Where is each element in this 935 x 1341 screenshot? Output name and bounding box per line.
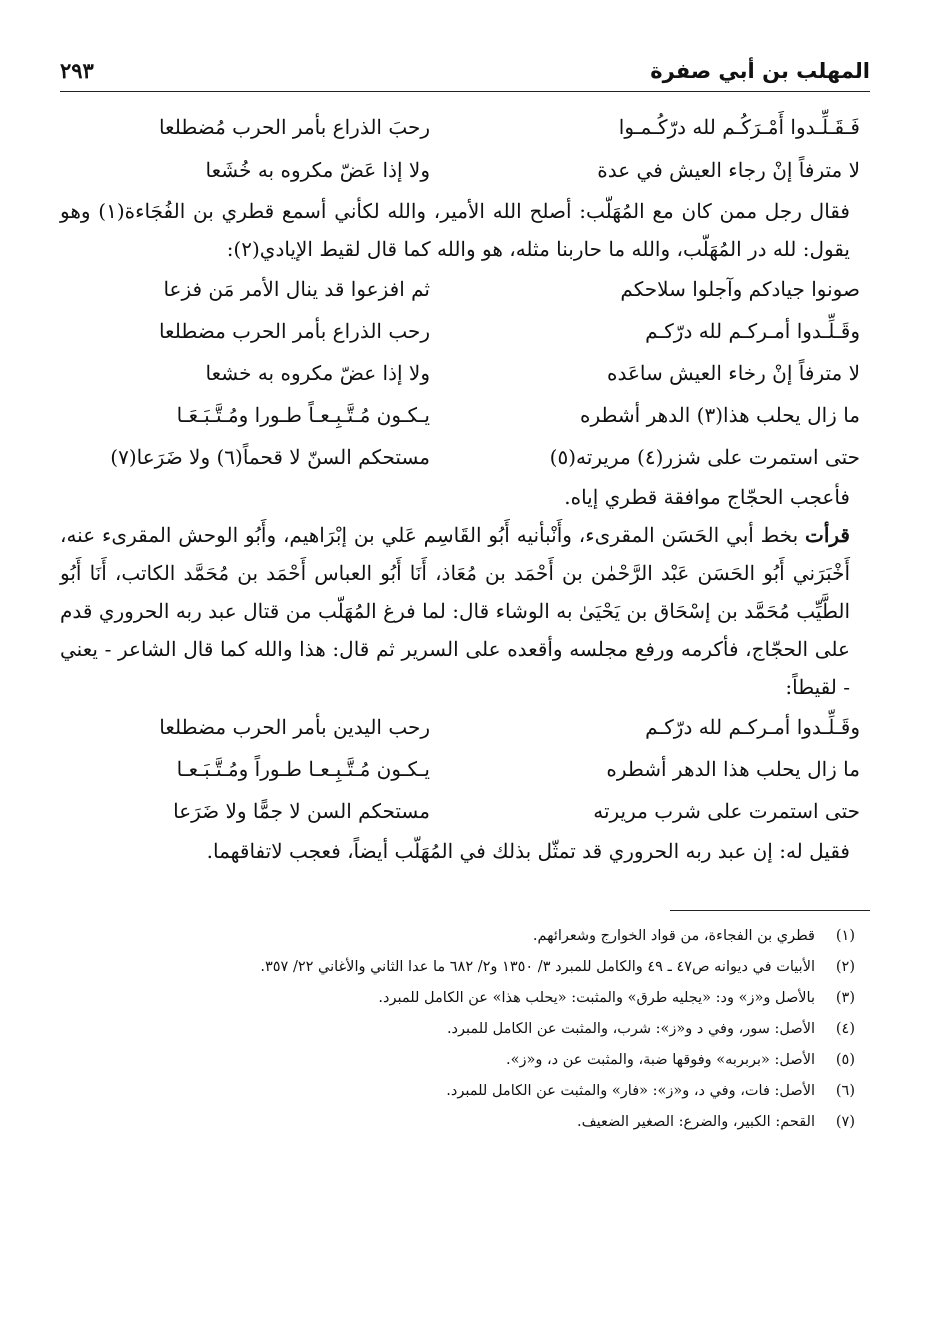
- verse-hemistich-second: ثم افزعوا قد ينال الأمر مَن فزعا: [163, 277, 430, 301]
- footnote-number: (٥): [835, 1052, 855, 1068]
- footnote: [60, 1045, 855, 1076]
- paragraph-3: [60, 516, 870, 706]
- verse-line: [60, 748, 870, 790]
- verse-line: [60, 106, 870, 149]
- verse-hemistich-second: ولا إذا عَضّ مكروه به خُشَعا: [205, 158, 430, 182]
- footnote-separator: [670, 910, 870, 911]
- verse-hemistich-second: مستحكم السن لا جمًّا ولا ضَرَعا: [173, 799, 430, 823]
- footnote-text: بالأصل و«ز» ود: «يجليه طرق» والمثبت: «يحلب هذا» عن الكامل للمبرد.: [378, 990, 815, 1006]
- footnote-number: (٢): [835, 959, 855, 975]
- verse-block-b: [60, 268, 870, 478]
- verse-block-c: [60, 706, 870, 832]
- verse-hemistich-first: صونوا جيادكم وآجلوا سلاحكم: [620, 277, 860, 301]
- verse-line: [60, 310, 870, 352]
- footnote-text: الأصل: «بربربه» وفوقها ضبة، والمثبت عن د، و«ز».: [506, 1052, 815, 1068]
- paragraph-3-body: بخط أبي الحَسَن المقرىء، وأَنْبأنيه أَبُو القَاسِم عَلي بن إبْرَاهيم، وأَبُو الوحش المقرىء عنه، أَخْبَرَني أَبُو الحَسَن عَبْد الرَّحْمٰن بن أَحْمَد بن مُعَاذ، أَنَا أَبُو العباس أَحْمَد بن مُحَمَّد الكاتب، أَنَا أَبُو الطَّيِّب مُحَمَّد بن إسْحَاق بن يَحْيَىٰ به الوشاء قال: لما فرغ المُهَلّب من قتال عبد ربه الحروري قدم على الحجّاج، فأكرمه ورفع مجلسه وأقعده على السرير ثم قال: هذا والله كما قال الشاعر - يعني - لقيطاً:: [60, 523, 850, 699]
- paragraph-lead-word: قرأت: [805, 523, 850, 547]
- verse-hemistich-second: مستحكم السنّ لا قحماً(٦) ولا ضَرَعا(٧): [110, 445, 430, 469]
- paragraph-4: فقيل له: إن عبد ربه الحروري قد تمثّل بذلك في المُهَلّب أيضاً، فعجب لاتفاقهما.: [206, 839, 850, 863]
- verse-hemistich-second: رحب الذراع بأمر الحرب مضطلعا: [158, 319, 430, 343]
- footnote: [60, 1107, 855, 1138]
- verse-hemistich-first: ما زال يحلب هذا(٣) الدهر أشطره: [580, 403, 860, 427]
- verse-hemistich-first: لا مترفاً إنْ رخاء العيش ساعَده: [607, 361, 860, 385]
- footnotes: [60, 921, 870, 1138]
- verse-hemistich-first: وقَـلِّـدوا أمـركـم لله درّكـم: [645, 715, 860, 739]
- footnote-text: الأصل: سور، وفي د و«ز»: شرب، والمثبت عن الكامل للمبرد.: [446, 1021, 815, 1037]
- footnote: [60, 1076, 855, 1107]
- running-title: المهلب بن أبي صفرة: [650, 59, 870, 83]
- page-number: ٢٩٣: [60, 58, 94, 83]
- footnote-number: (١): [835, 928, 855, 944]
- verse-line: [60, 790, 870, 832]
- verse-hemistich-second: رحبَ الذراع بأمر الحرب مُضطلعا: [158, 115, 430, 139]
- footnote: [60, 921, 855, 952]
- footnote-text: القحم: الكبير، والضرع: الصغير الضعيف.: [577, 1114, 815, 1130]
- footnote-text: الأصل: فات، وفي د، و«ز»: «فار» والمثبت عن الكامل للمبرد.: [446, 1083, 815, 1099]
- page-header: [60, 58, 870, 92]
- verse-line: [60, 394, 870, 436]
- footnote: [60, 952, 855, 983]
- verse-hemistich-first: وقَـلِّـدوا أمـركـم لله درّكـم: [645, 319, 860, 343]
- footnote: [60, 1014, 855, 1045]
- footnote-number: (٣): [835, 990, 855, 1006]
- verse-hemistich-second: ولا إذا عضّ مكروه به خشعا: [205, 361, 430, 385]
- book-page: [60, 58, 870, 1138]
- verse-line: [60, 268, 870, 310]
- verse-hemistich-second: رحب اليدين بأمر الحرب مضطلعا: [159, 715, 430, 739]
- verse-hemistich-first: لا مترفاً إنْ رجاء العيش في عدة: [597, 158, 860, 182]
- verse-hemistich-first: ما زال يحلب هذا الدهر أشطره: [606, 757, 860, 781]
- verse-block-a: [60, 106, 870, 192]
- verse-hemistich-first: فَـقَـلِّـدوا أَمْـرَكُـم لله درّكُـمـوا: [618, 115, 860, 139]
- footnote-text: الأبيات في ديوانه ص٤٧ ـ ٤٩ والكامل للمبرد ٣/ ١٣٥٠ و٢/ ٦٨٢ ما عدا الثاني والأغاني ٢٢/ ٣٥٧.: [260, 959, 815, 975]
- verse-hemistich-second: يـكـون مُـتَّـبِـعـاً طـورا ومُـتَّـبَـعَـا: [176, 403, 430, 427]
- footnote-text: قطري بن الفجاءة، من قواد الخوارج وشعرائهم.: [532, 928, 815, 944]
- verse-hemistich-second: يـكـون مُـتَّـبِـعـا طـوراً ومُـتَّـبَـعـا: [176, 757, 430, 781]
- footnote: [60, 983, 855, 1014]
- verse-line: [60, 706, 870, 748]
- verse-line: [60, 149, 870, 192]
- verse-hemistich-first: حتى استمرت على شزر(٤) مريرته(٥): [549, 445, 860, 469]
- paragraph-1: فقال رجل ممن كان مع المُهَلّب: أصلح الله الأمير، والله لكأني أسمع قطري بن الفُجَاءة(١) وهو يقول: لله در المُهَلّب، والله ما حاربنا مثله، هو والله كما قال لقيط الإيادي(٢):: [60, 199, 850, 261]
- footnote-number: (٦): [835, 1083, 855, 1099]
- verse-hemistich-first: حتى استمرت على شرب مريرته: [593, 799, 860, 823]
- verse-line: [60, 436, 870, 478]
- footnote-number: (٤): [835, 1021, 855, 1037]
- footnote-number: (٧): [835, 1114, 855, 1130]
- verse-line: [60, 352, 870, 394]
- paragraph-2: فأعجب الحجّاج موافقة قطري إياه.: [564, 485, 850, 509]
